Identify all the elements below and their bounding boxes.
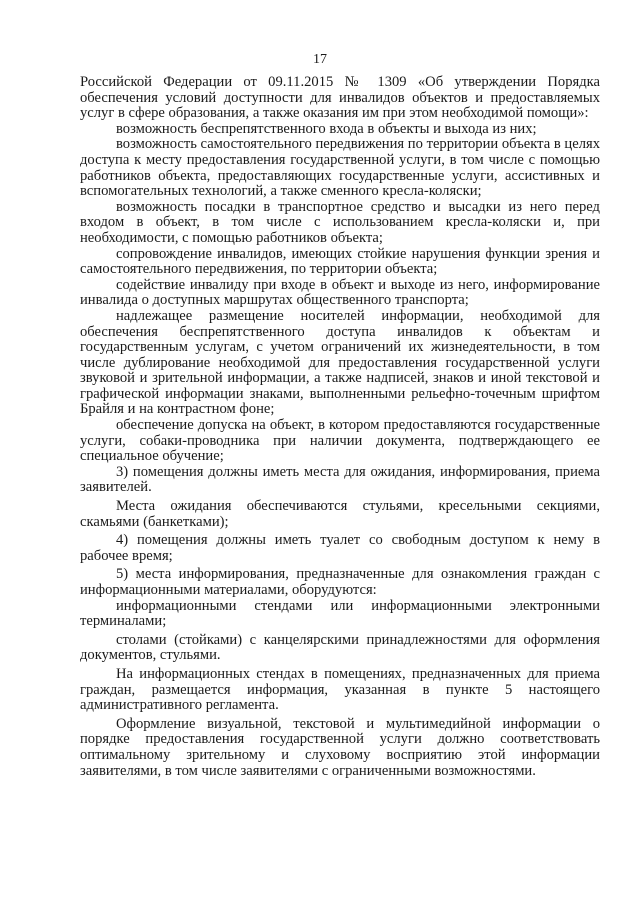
page-number: 17 — [313, 52, 327, 67]
paragraph: возможность самостоятельного передвижения по территории объекта в целях доступа к месту предоставления государственной услуги, в том числе с помощью работников объекта, предоставляющих государственные услуги, ассистивных и вспомогательных технологий, а также сменного кресла-коляски; — [80, 136, 600, 200]
paragraph: 5) места информирования, предназначенные для ознакомления граждан с информационными материалами, оборудуются: — [80, 566, 600, 598]
paragraph: информационными стендами или информационными электронными терминалами; — [80, 597, 600, 630]
paragraph: обеспечение допуска на объект, в котором предоставляются государственные услуги, собаки-проводника при наличии документа, подтверждающего ее специальное обучение; — [80, 417, 600, 465]
paragraph: 3) помещения должны иметь места для ожидания, информирования, приема заявителей. — [80, 463, 600, 496]
paragraph: сопровождение инвалидов, имеющих стойкие нарушения функции зрения и самостоятельного передвижения, по территории объекта; — [80, 245, 600, 278]
paragraph: Оформление визуальной, текстовой и мультимедийной информации о порядке предоставления государственной услуги должно соответствовать оптимальному зрительному и слуховому восприятию этой информации заявителями, в том числе заявителями с ограниченными возможностями. — [80, 715, 600, 779]
paragraph: возможность посадки в транспортное средство и высадки из него перед входом в объект, в том числе с использованием кресла-коляски и, при необходимости, с помощью работников объекта; — [80, 198, 600, 246]
paragraph: надлежащее размещение носителей информации, необходимой для обеспечения беспрепятственного доступа инвалидов к объектам и государственным услугам, с учетом ограничений их жизнедеятельности, в том числе дублирование необходимой для предоставления государственной услуги звуковой и зрительной информации, а также надписей, знаков и иной текстовой и графической информации знаками, выполненными рельефно-точечным шрифтом Брайля и на контрастном фоне; — [80, 307, 600, 418]
paragraph: 4) помещения должны иметь туалет со свободным доступом к нему в рабочее время; — [80, 532, 600, 564]
paragraph: Места ожидания обеспечиваются стульями, кресельными секциями, скамьями (банкетками); — [80, 498, 600, 530]
paragraph: возможность беспрепятственного входа в объекты и выхода из них; — [116, 120, 537, 137]
document-body — [80, 75, 600, 779]
paragraph: содействие инвалиду при входе в объект и выходе из него, информирование инвалида о доступных маршрутах общественного транспорта; — [80, 276, 600, 309]
paragraph: На информационных стендах в помещениях, предназначенных для приема граждан, размещается информация, указанная в пункте 5 настоящего административного регламента. — [80, 665, 600, 714]
paragraph: Российской Федерации от 09.11.2015 № 1309 «Об утверждении Порядка обеспечения условий доступности для инвалидов объектов и предоставляемых услуг в сфере образования, а также оказания им при этом необходимой помощи»: — [80, 74, 600, 122]
paragraph: столами (стойками) с канцелярскими принадлежностями для оформления документов, стульями. — [80, 631, 600, 664]
